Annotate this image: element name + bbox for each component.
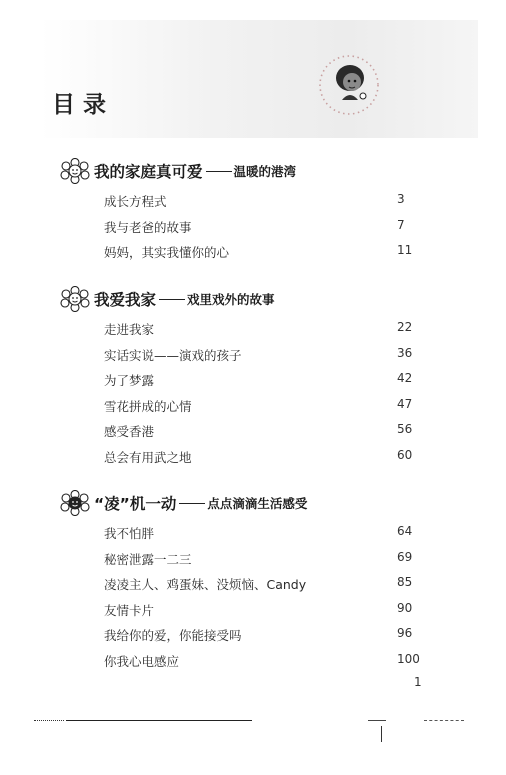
title-dash (179, 503, 205, 504)
section-title: “凌”机一动 (94, 495, 177, 513)
toc-entry[interactable] (60, 650, 440, 676)
entry-title: 你我心电感应 (104, 653, 180, 669)
entry-title: 总会有用武之地 (104, 449, 192, 465)
entry-page: 69 (397, 549, 413, 564)
entry-page: 47 (397, 396, 413, 411)
entry-page: 85 (397, 575, 413, 590)
entry-page: 42 (397, 371, 413, 386)
toc-section-3 (60, 490, 440, 676)
entry-title: 秘密泄露一二三 (104, 551, 192, 567)
footer-rule (66, 720, 252, 721)
toc-section-2 (60, 286, 440, 472)
toc-entry[interactable] (60, 446, 440, 472)
toc-entry[interactable] (60, 573, 440, 599)
toc-entry[interactable] (60, 369, 440, 395)
entry-page: 60 (397, 447, 413, 462)
toc-entry[interactable] (60, 216, 440, 242)
toc-section-1 (60, 158, 440, 267)
entry-page: 100 (397, 651, 420, 666)
toc-entry[interactable] (60, 522, 440, 548)
entry-page: 64 (397, 524, 413, 538)
entry-title: 感受香港 (104, 424, 155, 440)
toc-entry[interactable] (60, 420, 440, 446)
entry-page: 11 (397, 243, 413, 258)
entry-page: 3 (397, 192, 405, 206)
section-heading (60, 286, 440, 312)
toc-entry[interactable] (60, 548, 440, 574)
section-subtitle: 温暖的港湾 (233, 164, 297, 179)
footer-rule (34, 720, 64, 721)
toc-entry[interactable] (60, 395, 440, 421)
entry-title: 为了梦露 (104, 373, 155, 389)
footer-tick (381, 726, 382, 742)
page-number: 1 (414, 675, 422, 689)
section-title: 我爱我家 (94, 291, 157, 309)
title-dash (206, 171, 232, 172)
toc-entry[interactable] (60, 624, 440, 650)
entry-page: 56 (397, 422, 413, 437)
toc-entry[interactable] (60, 318, 440, 344)
entry-title: 雪花拼成的心情 (104, 398, 192, 414)
entry-page: 7 (397, 217, 405, 232)
entry-page: 22 (397, 320, 413, 334)
entry-title: 妈妈，其实我懂你的心 (104, 245, 230, 261)
flower-icon (60, 286, 90, 312)
entry-title: 实话实说——演戏的孩子 (104, 347, 242, 363)
entry-page: 96 (397, 626, 413, 641)
entry-title: 我不怕胖 (104, 526, 155, 541)
toc-entry[interactable] (60, 241, 440, 267)
entry-title: 凌凌主人、鸡蛋妹、没烦恼、Candy (104, 577, 307, 593)
toc-entry[interactable] (60, 599, 440, 625)
header-band (40, 20, 478, 138)
flower-icon (60, 158, 90, 184)
entry-title: 我与老爸的故事 (104, 219, 192, 235)
entry-title: 我给你的爱，你能接受吗 (104, 628, 242, 644)
section-heading (60, 490, 440, 516)
entry-title: 成长方程式 (104, 194, 167, 209)
flower-icon (60, 490, 90, 516)
page-title: 目录 (52, 92, 114, 118)
section-subtitle: 点点滴滴生活感受 (207, 496, 308, 511)
title-dash (159, 299, 185, 300)
entry-title: 走进我家 (104, 322, 155, 337)
portrait-illustration (316, 52, 382, 118)
toc-entry[interactable] (60, 344, 440, 370)
footer-rule (424, 720, 464, 721)
toc-entry[interactable] (60, 190, 440, 216)
entry-page: 90 (397, 600, 413, 615)
entry-page: 36 (397, 345, 413, 360)
entry-title: 友情卡片 (104, 602, 155, 618)
footer-rule (368, 720, 386, 721)
section-title: 我的家庭真可爱 (94, 163, 203, 181)
section-heading (60, 158, 440, 184)
section-subtitle: 戏里戏外的故事 (187, 292, 275, 307)
